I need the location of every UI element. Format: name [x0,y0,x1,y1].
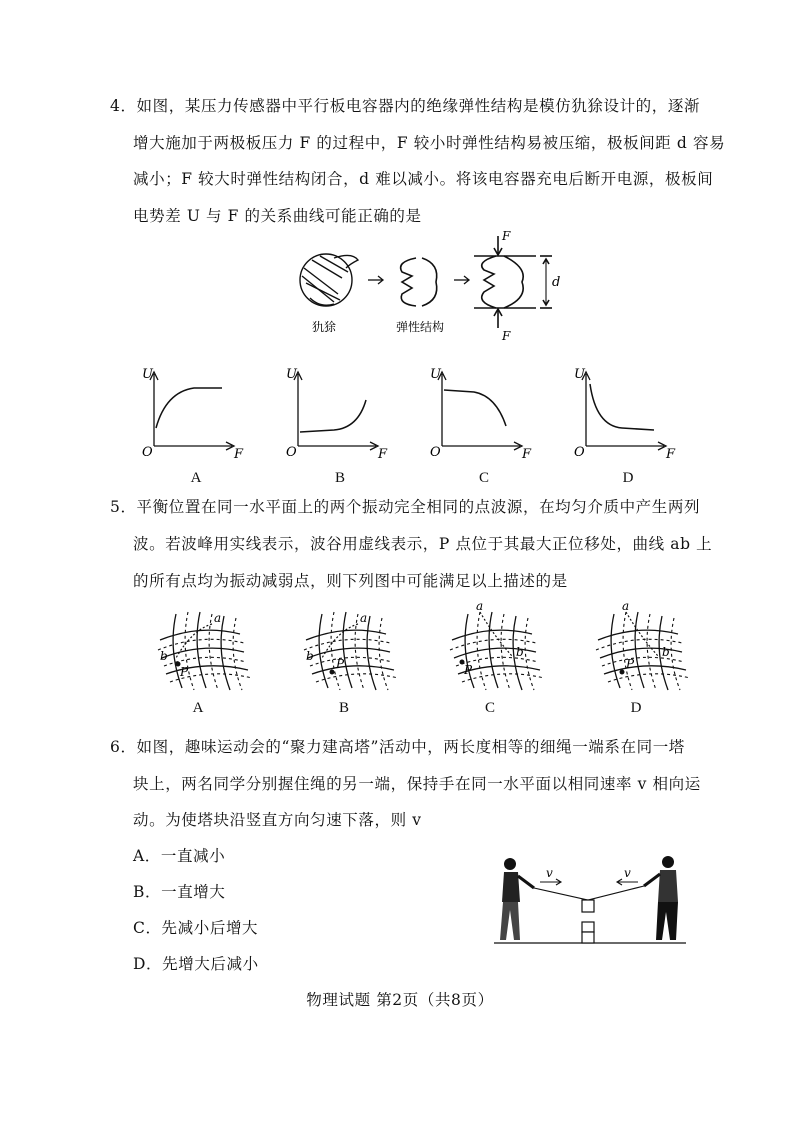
point-a: a [476,600,484,613]
q4-option-a[interactable]: A [190,470,202,486]
tower-blocks [582,900,594,943]
q5-wave-diagrams [140,600,700,700]
right-student-icon [644,856,678,940]
wave-diagram-c [450,600,544,690]
q6-line-1: 6．如图，趣味运动会的“聚力建高塔”活动中，两长度相等的细绳一端系在同一塔 [110,738,685,756]
q5-option-a[interactable]: A [192,700,204,716]
point-b: b [662,645,670,659]
origin-label: O [286,445,297,460]
q6-option-a[interactable]: A．一直减小 [133,847,226,865]
point-b: b [160,649,168,663]
axis-label-u: U [430,367,441,382]
q5-option-c[interactable]: C [484,700,495,716]
label-d: d [552,275,561,290]
curve-a [156,388,222,428]
q6-line-2: 块上，两名同学分别握住绳的另一端，保持手在同一水平面以相同速率 v 相向运 [133,775,701,793]
graph-a [142,367,244,462]
curve-c [444,390,506,426]
label-structure: 弹性结构 [396,320,445,334]
q6-tower-figure [490,850,690,950]
point-p: P [336,657,345,671]
q5-line-2: 波。若波峰用实线表示，波谷用虚线表示，P 点位于其最大正位移处，曲线 ab 上 [133,535,713,553]
q4-option-c[interactable]: C [478,470,489,486]
graph-b [286,367,388,462]
point-p: P [626,657,635,671]
axis-label-u: U [286,367,297,382]
origin-label: O [574,445,585,460]
page-footer: 物理试题 第2页（共8页） [306,991,494,1009]
q4-option-d[interactable]: D [622,470,634,486]
arrow-right-icon [454,276,469,284]
label-F-top: F [502,229,511,243]
point-a: a [360,611,368,625]
point-p: P [180,665,189,679]
capacitor-plates [474,236,552,328]
q4-option-b[interactable]: B [334,470,345,486]
point-b: b [306,649,314,663]
q5-line-1: 5．平衡位置在同一水平面上的两个振动完全相同的点波源，在均匀介质中产生两列 [110,498,701,516]
wave-diagram-b [304,611,398,690]
graph-d [574,367,676,462]
q6-line-3: 动。为使塔块沿竖直方向匀速下落，则 v [133,811,422,829]
origin-label: O [142,445,153,460]
point-a: a [622,600,630,613]
q5-option-d[interactable]: D [630,700,642,716]
q4-graphs [130,364,710,464]
graph-c [430,367,532,462]
label-armadillo: 犰狳 [312,320,337,334]
q6-option-d[interactable]: D．先增大后减小 [133,955,259,973]
origin-label: O [430,445,441,460]
axis-label-f: F [522,447,532,462]
axis-label-u: U [574,367,585,382]
left-student-icon [500,858,534,940]
axis-label-f: F [378,447,388,462]
q4-line-1: 4．如图，某压力传感器中平行板电容器内的绝缘弹性结构是模仿犰狳设计的，逐渐 [110,97,701,115]
axis-label-f: F [666,447,676,462]
velocity-label-left: v [546,866,553,880]
wave-diagram-d [596,600,690,690]
point-b: b [516,645,524,659]
spring-structure-icon [401,258,437,306]
wave-diagram-a [158,611,252,690]
velocity-label-right: v [624,866,631,880]
q4-line-3: 减小；F 较大时弹性结构闭合，d 难以减小。将该电容器充电后断开电源，极板间 [133,170,714,188]
arrow-right-icon [368,276,383,284]
point-a: a [214,611,222,625]
q5-line-3: 的所有点均为振动减弱点，则下列图中可能满足以上描述的是 [133,572,568,590]
curve-d [590,384,654,430]
point-p: P [464,663,473,677]
q4-armadillo-figure [290,228,590,343]
label-F-bottom: F [502,329,511,343]
axis-label-f: F [234,447,244,462]
q5-option-b[interactable]: B [338,700,349,716]
ropes [534,886,644,900]
q6-option-b[interactable]: B．一直增大 [133,883,226,901]
armadillo-icon [300,254,358,306]
q4-line-4: 电势差 U 与 F 的关系曲线可能正确的是 [133,207,422,225]
axis-label-u: U [142,367,153,382]
curve-b [300,400,366,432]
q4-line-2: 增大施加于两极板压力 F 的过程中，F 较小时弹性结构易被压缩，极板间距 d 容易 [133,134,726,152]
q6-option-c[interactable]: C．先减小后增大 [133,919,259,937]
